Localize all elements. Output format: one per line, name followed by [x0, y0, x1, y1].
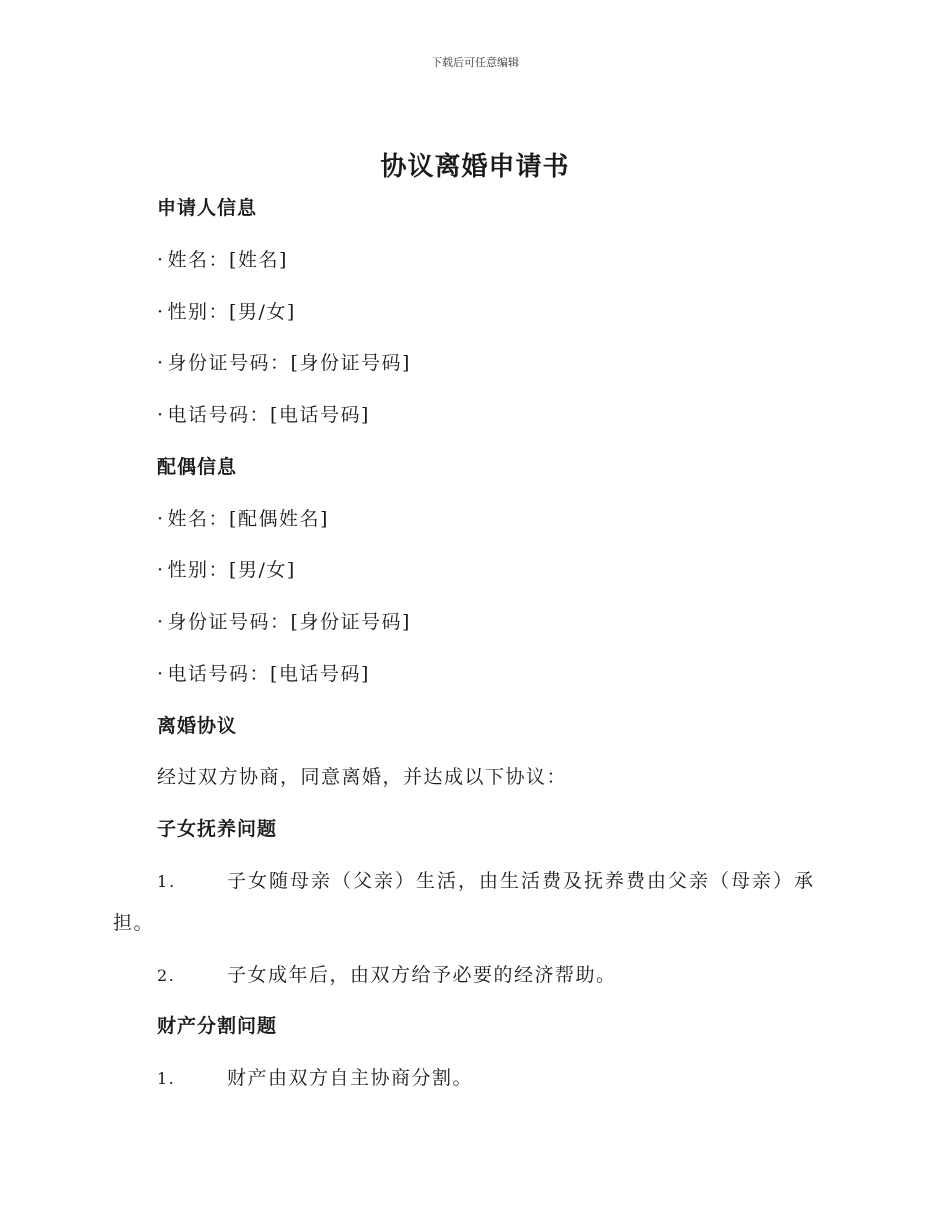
document-title: 协议离婚申请书: [380, 152, 570, 182]
applicant-name-line: [157, 245, 288, 272]
children-item-1: [157, 866, 833, 893]
header-note: 下载后可任意编辑: [431, 56, 519, 69]
applicant-id-line: [157, 348, 411, 375]
applicant-name: 姓名：[姓名]: [167, 249, 288, 271]
applicant-gender: 性别：[男/女]: [167, 301, 296, 323]
section-heading-children: 子女抚养问题: [157, 818, 278, 840]
bullet: ·: [157, 249, 165, 271]
property-item-1: [157, 1063, 473, 1090]
bullet: ·: [157, 559, 165, 581]
spouse-phone-line: [157, 659, 370, 686]
children-item-1-text: 子女随母亲（父亲）生活，由生活费及抚养费由父亲（母亲）承: [227, 870, 816, 892]
spouse-name: 姓名：[配偶姓名]: [167, 508, 329, 530]
section-heading-property: 财产分割问题: [157, 1015, 278, 1037]
section-heading-spouse: 配偶信息: [157, 456, 238, 478]
item-number: 1.: [157, 872, 177, 891]
spouse-gender: 性别：[男/女]: [167, 559, 296, 581]
agreement-text: 经过双方协商，同意离婚，并达成以下协议：: [157, 766, 568, 788]
children-item-2: [157, 960, 617, 987]
applicant-phone: 电话号码：[电话号码]: [167, 404, 370, 426]
item-number: 1.: [157, 1069, 176, 1088]
bullet: ·: [157, 404, 165, 426]
children-item-1-continuation: 担。: [113, 912, 155, 934]
section-heading-agreement: 离婚协议: [157, 715, 238, 737]
applicant-phone-line: [157, 400, 370, 427]
bullet: ·: [157, 508, 165, 530]
spouse-gender-line: [157, 555, 296, 582]
spouse-name-line: [157, 504, 329, 531]
spouse-id: 身份证号码：[身份证号码]: [167, 611, 411, 633]
spouse-id-line: [157, 607, 411, 634]
item-number: 2.: [157, 966, 176, 985]
bullet: ·: [157, 301, 165, 323]
applicant-id: 身份证号码：[身份证号码]: [167, 352, 411, 374]
bullet: ·: [157, 352, 165, 374]
applicant-gender-line: [157, 297, 296, 324]
section-heading-applicant: 申请人信息: [157, 197, 258, 219]
spouse-phone: 电话号码：[电话号码]: [167, 663, 370, 685]
children-item-2-text: 子女成年后，由双方给予必要的经济帮助。: [227, 964, 617, 986]
bullet: ·: [157, 611, 165, 633]
property-item-1-text: 财产由双方自主协商分割。: [227, 1067, 474, 1089]
bullet: ·: [157, 663, 165, 685]
